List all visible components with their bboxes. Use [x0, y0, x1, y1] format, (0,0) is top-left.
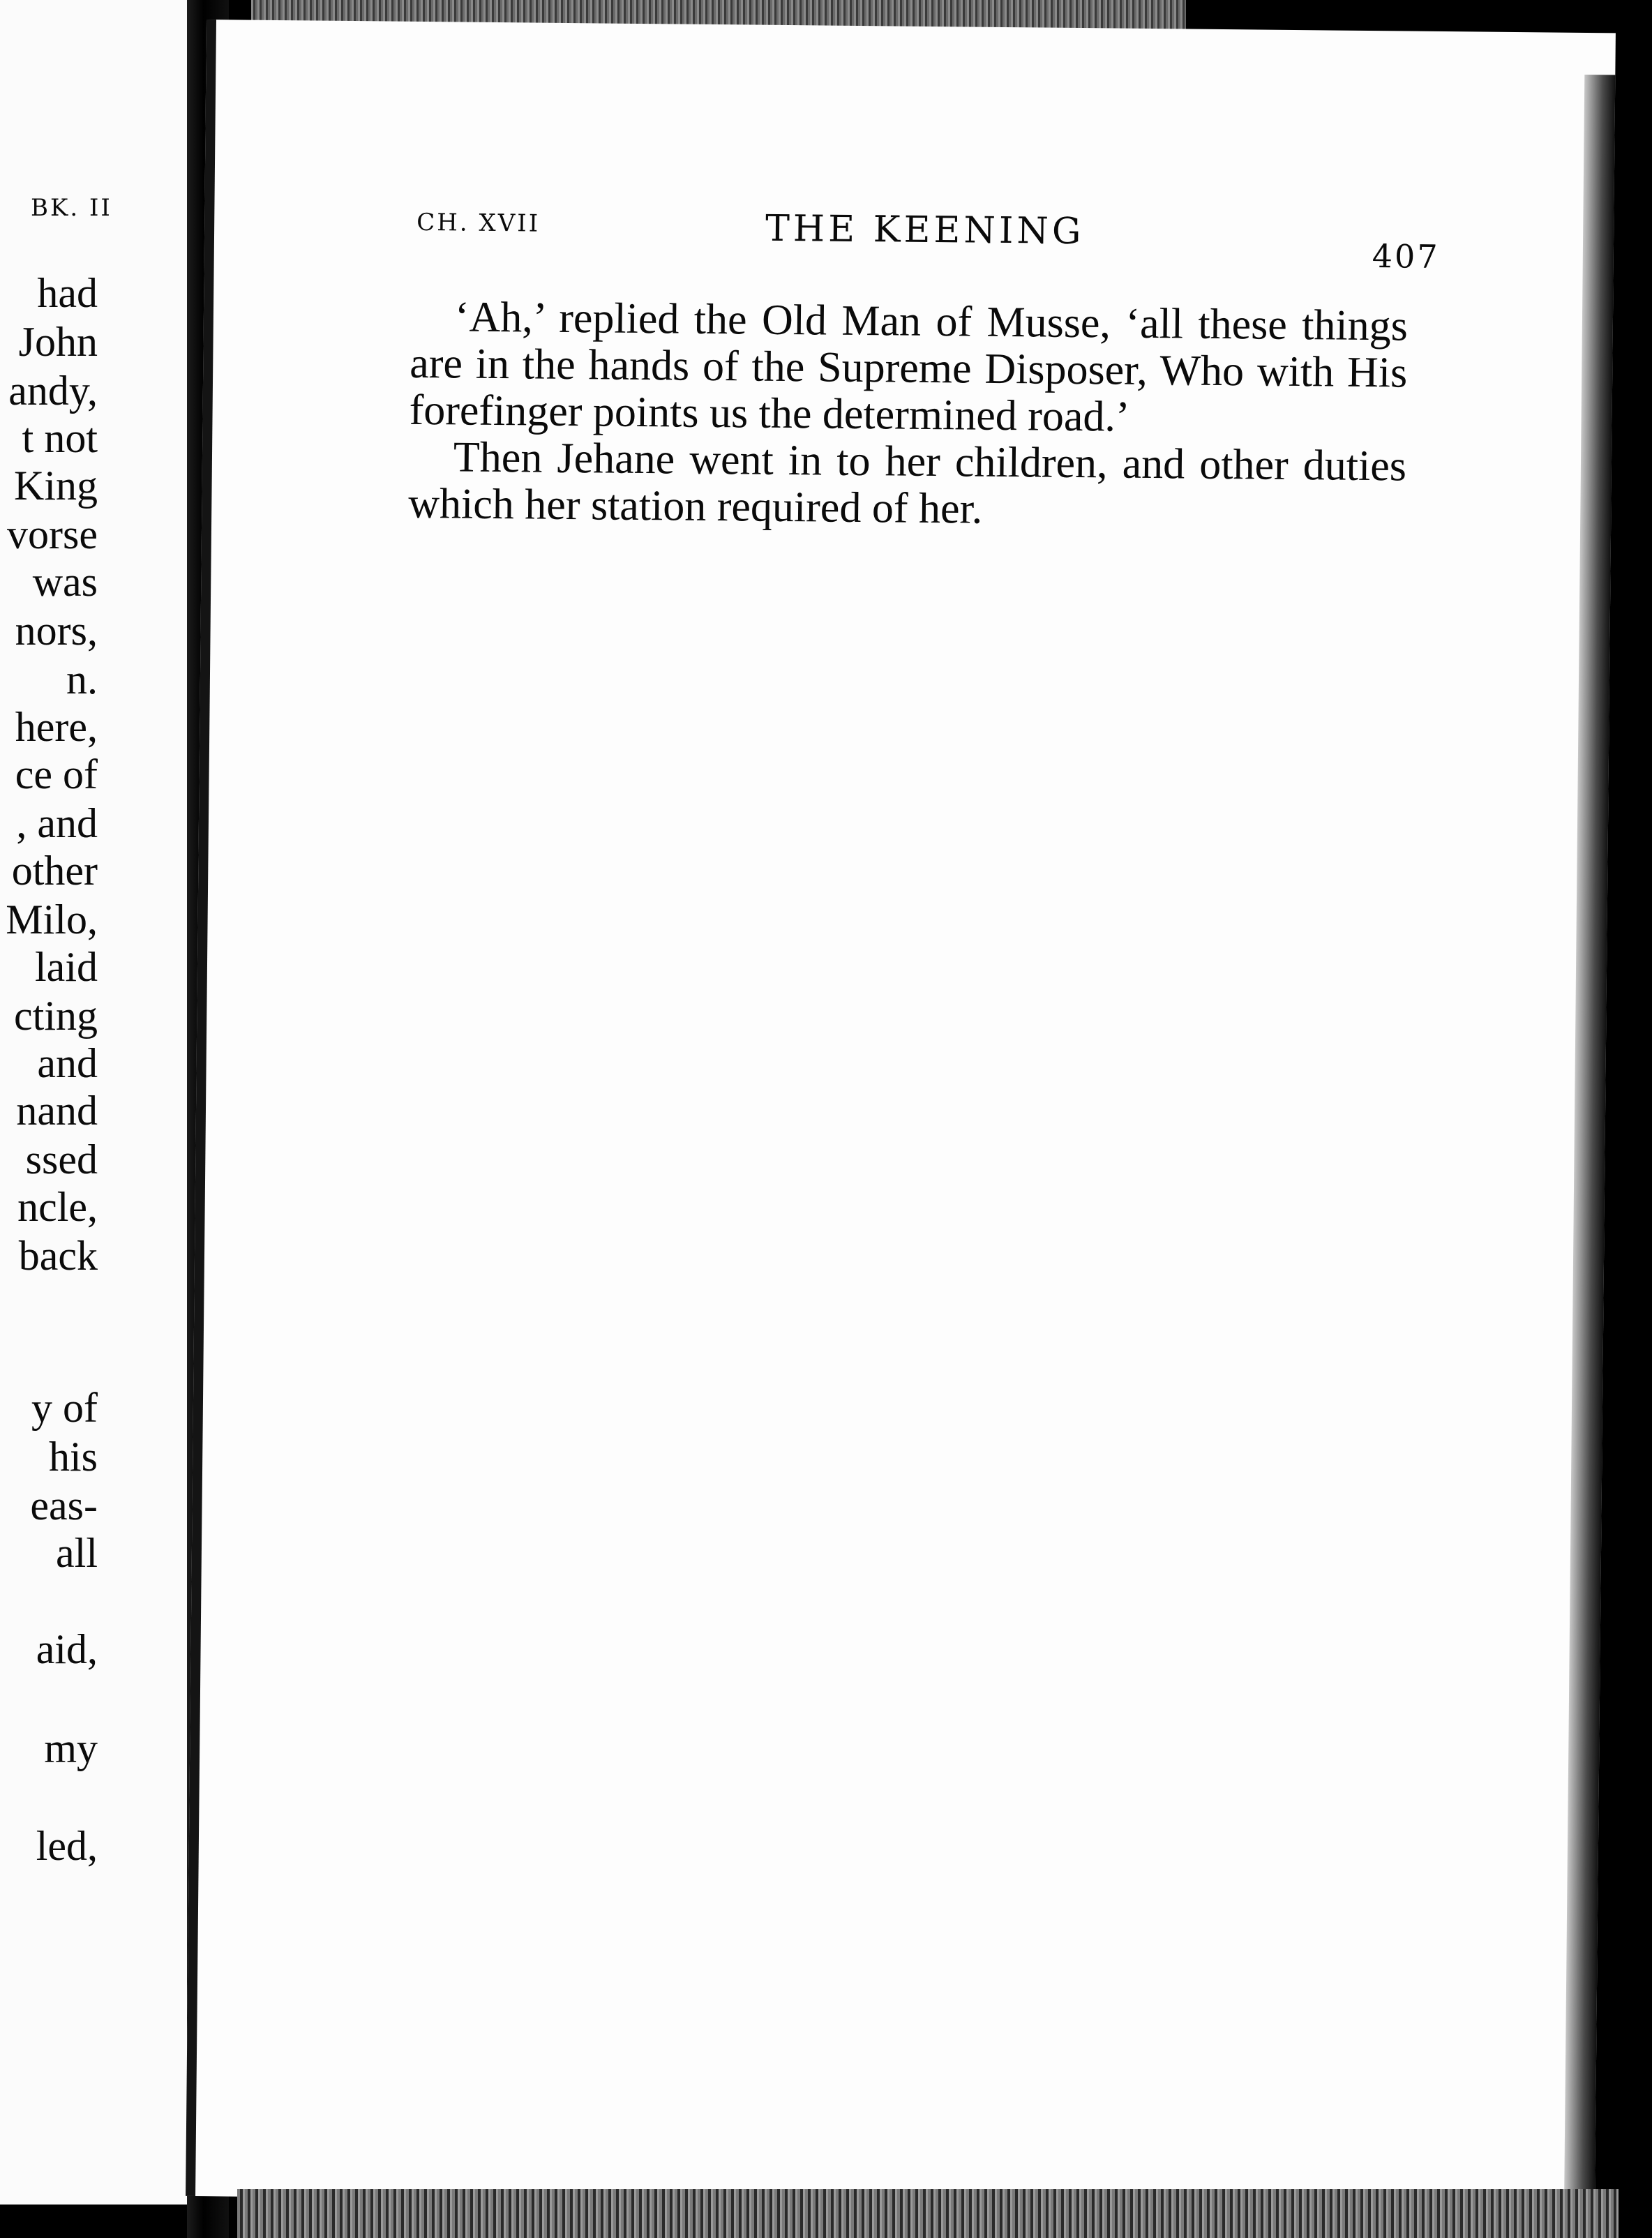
left-line: led,	[36, 1823, 98, 1869]
left-line: back	[18, 1233, 98, 1279]
left-line: eas-	[30, 1482, 98, 1529]
left-line: all	[56, 1530, 98, 1576]
page-body	[408, 294, 1408, 537]
left-line: aid,	[36, 1626, 98, 1672]
paragraph: Then Jehane went in to her children, and other duties which her station required of her.	[408, 433, 1407, 533]
left-line: John	[18, 319, 98, 365]
left-line: vorse	[7, 511, 98, 557]
left-line: t not	[22, 415, 98, 461]
left-line: cting	[14, 993, 98, 1039]
page-edge-shadow	[1564, 75, 1616, 2237]
left-line: nand	[16, 1088, 98, 1134]
left-line: Milo,	[6, 896, 98, 942]
chapter-label: CH. XVII	[416, 208, 541, 238]
running-title: THE KEENING	[765, 207, 1085, 253]
paragraph: ‘Ah,’ replied the Old Man of Musse, ‘all these things are in the hands of the Supreme Disposer, Who with His forefinger points us the determined road.’	[409, 293, 1409, 441]
right-page	[186, 20, 1616, 2209]
left-line: other	[11, 848, 98, 894]
left-running-head: BK. II	[31, 194, 112, 222]
left-line: and	[37, 1040, 98, 1086]
left-line: nors,	[15, 608, 98, 654]
left-page-fragment	[0, 0, 187, 2205]
left-line: ncle,	[17, 1184, 98, 1230]
left-line: , and	[16, 800, 98, 846]
scan-bottom-edge	[237, 2189, 1619, 2238]
left-line: y of	[31, 1385, 98, 1431]
left-line: was	[32, 559, 98, 605]
left-line: ssed	[25, 1136, 98, 1182]
left-line: andy,	[8, 368, 98, 414]
left-line: laid	[35, 944, 98, 990]
left-line: King	[14, 463, 98, 509]
left-line: had	[37, 270, 98, 316]
left-line: ce of	[15, 751, 98, 797]
page-number: 407	[1372, 237, 1440, 276]
left-line: his	[48, 1434, 98, 1480]
left-line: n.	[66, 656, 98, 703]
left-line: here,	[15, 704, 98, 750]
left-line: my	[44, 1725, 98, 1771]
